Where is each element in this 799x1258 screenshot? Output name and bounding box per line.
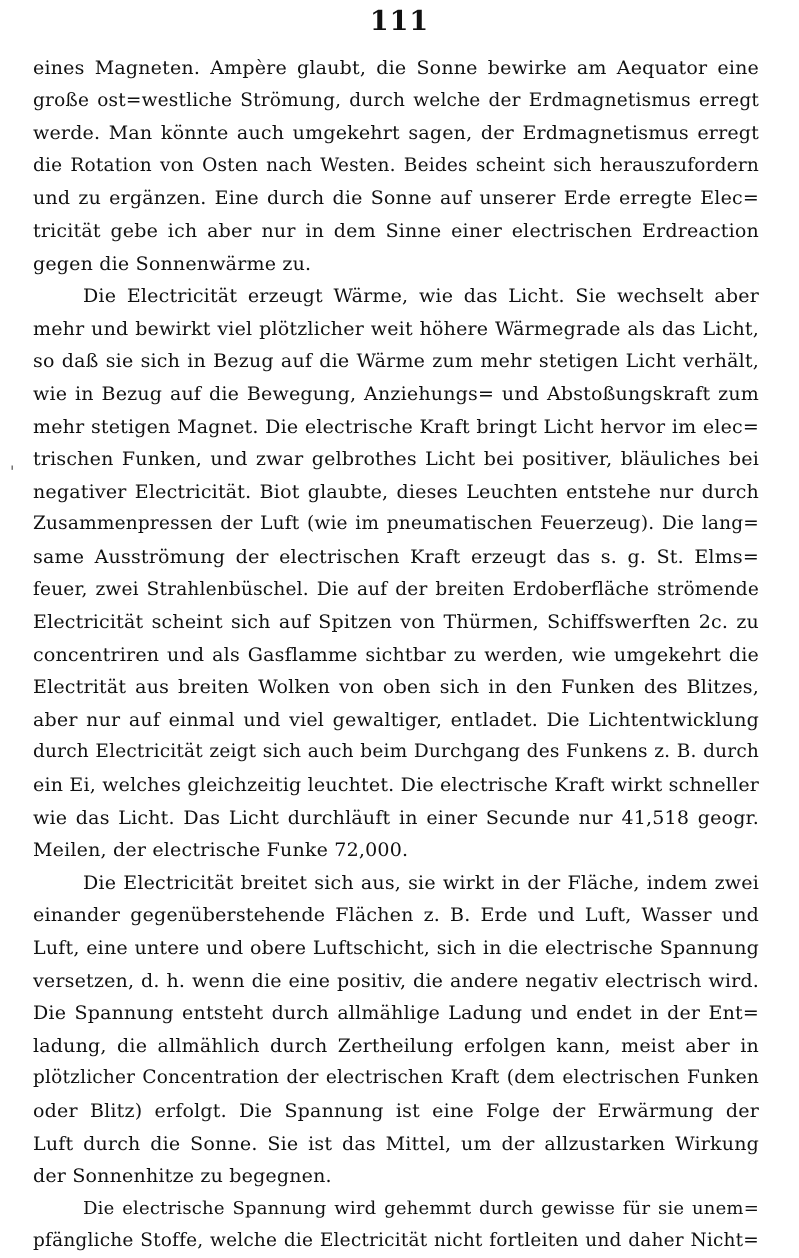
text-line: versetzen, d. h. wenn die eine positiv, die andere negativ electrisch wird. — [33, 969, 759, 992]
text-line: mehr und bewirkt viel plötzlicher weit höhere Wärmegrade als das Licht, — [33, 317, 759, 340]
text-line: pfängliche Stoffe, welche die Electricität nicht fortleiten und daher Nicht= — [33, 1230, 759, 1252]
paragraph — [33, 867, 759, 1193]
text-line: Zusammenpressen der Luft (wie im pneumatischen Feuerzeug). Die lang= — [33, 513, 759, 535]
text-line: werde. Man könnte auch umgekehrt sagen, der Erdmagnetismus erregt — [33, 122, 759, 145]
margin-mark: ' — [10, 462, 15, 481]
text-line: gegen die Sonnenwärme zu. — [33, 252, 312, 275]
text-line: Die electrische Spannung wird gehemmt durch gewisse für sie unem= — [83, 1197, 759, 1219]
text-line: wie das Licht. Das Licht durchläuft in einer Secunde nur 41,518 geogr. — [33, 806, 759, 829]
text-line: same Ausströmung der electrischen Kraft erzeugt das s. g. St. Elms= — [33, 545, 759, 568]
text-line: concentriren und als Gasflamme sichtbar zu werden, wie umgekehrt die — [33, 643, 759, 666]
text-line: Luft durch die Sonne. Sie ist das Mittel, um der allzustarken Wirkung — [33, 1132, 759, 1155]
body-text — [33, 52, 759, 1258]
text-line: Electricität scheint sich auf Spitzen von Thürmen, Schiffswerften 2c. zu — [33, 611, 759, 634]
text-line: so daß sie sich in Bezug auf die Wärme zum mehr stetigen Licht verhält, — [33, 350, 759, 373]
text-line: Luft, eine untere und obere Luftschicht, sich in die electrische Spannung — [33, 937, 759, 960]
text-line: die Rotation von Osten nach Westen. Beides scheint sich herauszufordern — [33, 154, 759, 176]
text-line: wie in Bezug auf die Bewegung, Anziehungs= und Abstoßungskraft zum — [33, 382, 759, 405]
text-line: oder Blitz) erfolgt. Die Spannung ist eine Folge der Erwärmung der — [33, 1100, 759, 1122]
text-line: aber nur auf einmal und viel gewaltiger, entladet. Die Lichtentwicklung — [33, 708, 759, 731]
text-line: tricität gebe ich aber nur in dem Sinne einer electrischen Erdreaction — [33, 219, 759, 242]
text-line: durch Electricität zeigt sich auch beim Durchgang des Funkens z. B. durch — [33, 741, 759, 763]
text-line: Die Electricität erzeugt Wärme, wie das Licht. Sie wechselt aber — [83, 285, 759, 308]
text-line: trischen Funken, und zwar gelbrothes Licht bei positiver, bläuliches bei — [33, 448, 759, 471]
text-line: der Sonnenhitze zu begegnen. — [33, 1165, 332, 1188]
text-line: einander gegenüberstehende Flächen z. B. Erde und Luft, Wasser und — [33, 904, 759, 927]
text-line: negativer Electricität. Biot glaubte, dieses Leuchten entstehe nur durch — [33, 480, 759, 503]
text-line: ladung, die allmählich durch Zertheilung erfolgen kann, meist aber in — [33, 1034, 759, 1057]
text-line: Electrität aus breiten Wolken von oben sich in den Funken des Blitzes, — [33, 676, 759, 699]
text-line: Meilen, der electrische Funke 72,000. — [33, 839, 409, 862]
paragraph — [33, 1193, 759, 1258]
text-line: eines Magneten. Ampère glaubt, die Sonne bewirke am Aequator eine — [33, 57, 759, 79]
paragraph — [33, 52, 759, 280]
text-line: Die Electricität breitet sich aus, sie wirkt in der Fläche, indem zwei — [83, 871, 759, 894]
text-line: Die Spannung entsteht durch allmählige Ladung und endet in der Ent= — [33, 1002, 759, 1025]
text-line: und zu ergänzen. Eine durch die Sonne auf unserer Erde erregte Elec= — [33, 187, 759, 210]
text-line: feuer, zwei Strahlenbüschel. Die auf der breiten Erdoberfläche strömende — [33, 578, 759, 600]
text-line: große ost=westliche Strömung, durch welche der Erdmagnetismus erregt — [33, 89, 759, 111]
text-line: ein Ei, welches gleichzeitig leuchtet. Die electrische Kraft wirkt schneller — [33, 774, 759, 797]
page-number: 111 — [369, 6, 430, 37]
paragraph — [33, 280, 759, 867]
text-line: mehr stetigen Magnet. Die electrische Kraft bringt Licht hervor im elec= — [33, 415, 759, 438]
text-line: plötzlicher Concentration der electrischen Kraft (dem electrischen Funken — [33, 1067, 759, 1089]
